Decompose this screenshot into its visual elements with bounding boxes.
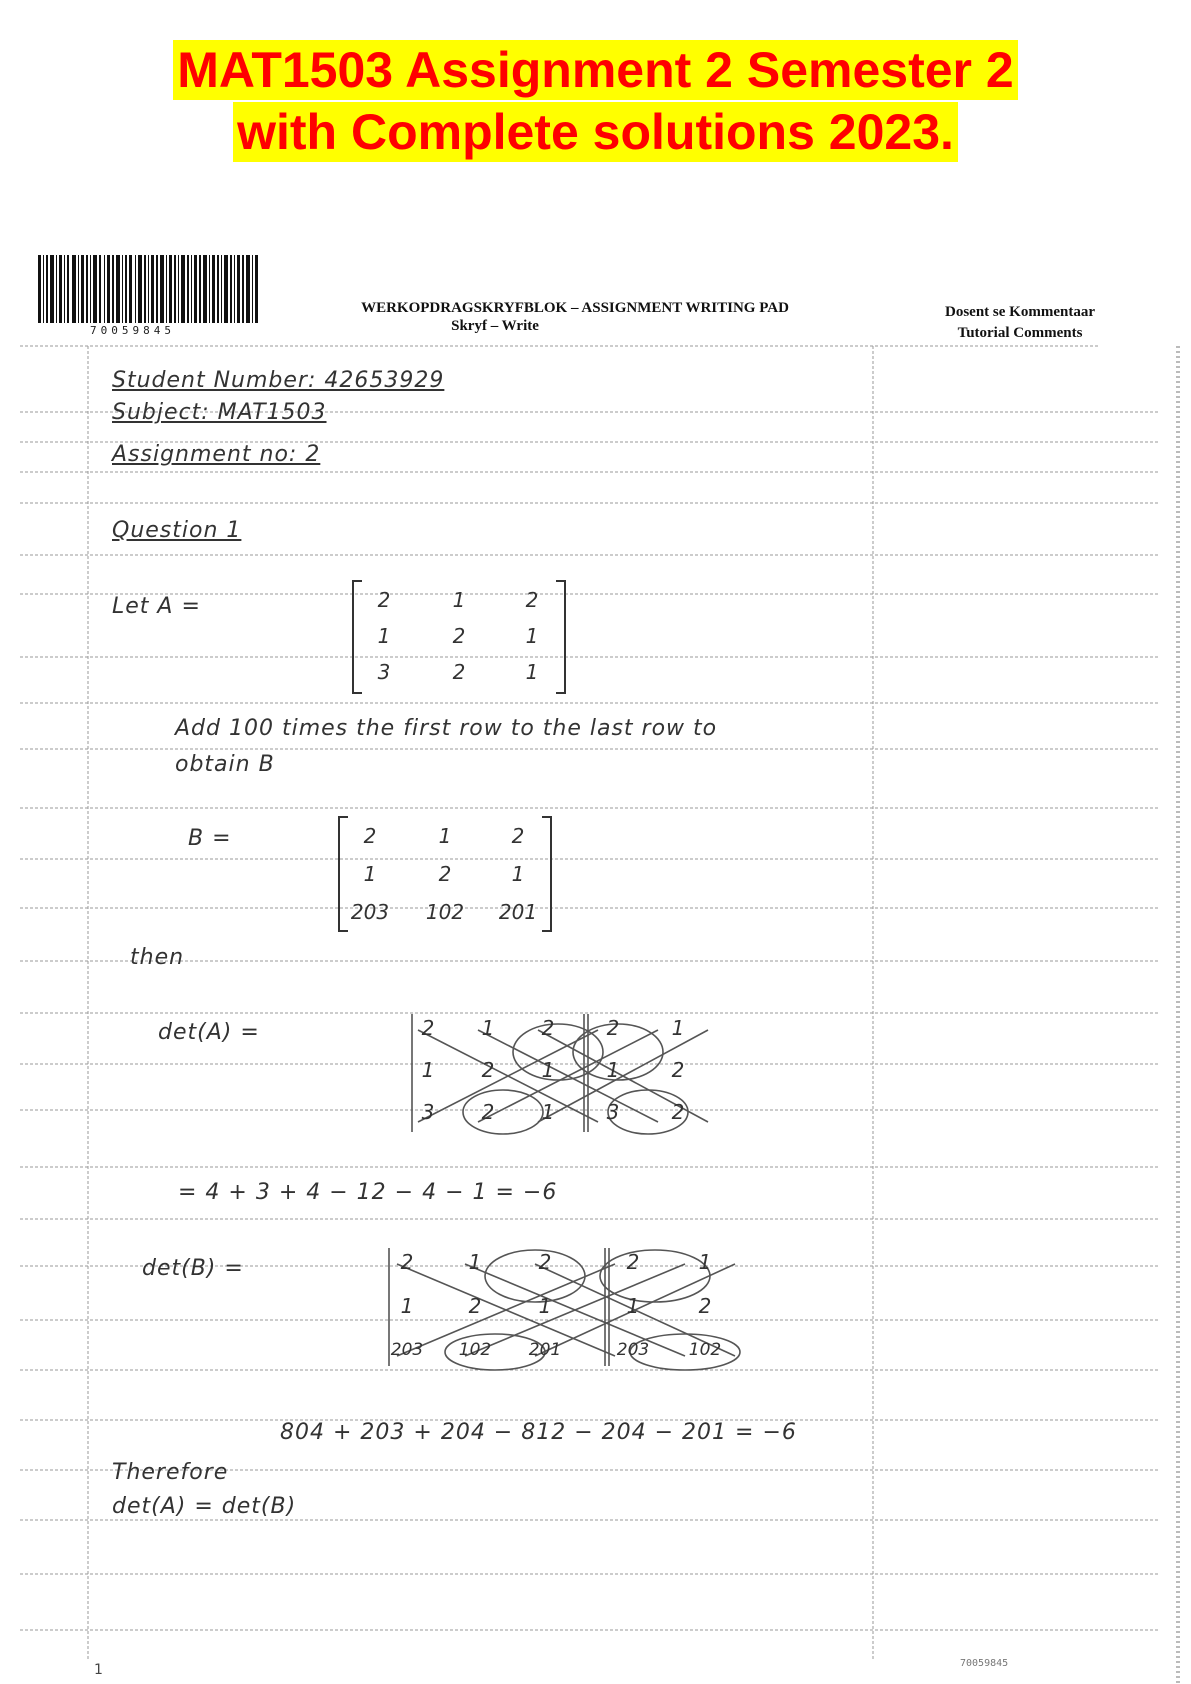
assignment-no-line: Assignment no: 2: [112, 442, 321, 467]
footer-code: 70059845: [960, 1658, 1009, 1669]
barcode-number: 70059845: [90, 324, 175, 337]
sarrus-a-cell: 1: [481, 1016, 495, 1040]
matrix-b-cell: 1: [438, 824, 452, 848]
title-line-2: with Complete solutions 2023.: [233, 102, 958, 162]
matrix-b-cell: 102: [425, 900, 465, 924]
det-b-label: det(B) =: [142, 1256, 244, 1281]
matrix-a-cell: 1: [525, 624, 539, 648]
sarrus-b-cell: 1: [626, 1294, 640, 1318]
therefore-label: Therefore: [112, 1460, 229, 1485]
sarrus-a-cell: 2: [671, 1058, 685, 1082]
matrix-a: [352, 582, 566, 692]
det-b-result: 804 + 203 + 204 − 812 − 204 − 201 = −6: [280, 1420, 797, 1445]
sarrus-a-cell: 1: [541, 1058, 555, 1082]
sarrus-a-cell: 2: [541, 1016, 555, 1040]
sarrus-a-cell: 1: [541, 1100, 555, 1124]
tutorial-comments-heading: [900, 302, 1140, 344]
sarrus-a-cell: 1: [421, 1058, 435, 1082]
sarrus-b-cell: 2: [468, 1294, 482, 1318]
sarrus-b-cell: 2: [400, 1250, 414, 1274]
sarrus-a-cell: 3: [421, 1100, 435, 1124]
sarrus-a-cell: 1: [606, 1058, 620, 1082]
sarrus-b-cell: 2: [626, 1250, 640, 1274]
sarrus-diagram-a: [408, 1012, 718, 1137]
det-a-label: det(A) =: [158, 1020, 260, 1045]
comments-heading-english: Tutorial Comments: [957, 325, 1083, 341]
sarrus-a-cell: 2: [606, 1016, 620, 1040]
sarrus-diagram-b: [385, 1246, 745, 1371]
sarrus-a-cell: 2: [421, 1016, 435, 1040]
matrix-b-cell: 2: [511, 824, 525, 848]
matrix-b-cell: 1: [511, 862, 525, 886]
pad-subheading: Skryf – Write: [451, 318, 539, 334]
matrix-a-cell: 3: [377, 660, 391, 684]
sarrus-b-cell: 203: [616, 1340, 650, 1360]
b-eq-label: B =: [188, 826, 232, 851]
barcode-image: [38, 255, 260, 327]
matrix-a-cell: 2: [525, 588, 539, 612]
matrix-b-cell: 2: [363, 824, 377, 848]
sarrus-b-cell: 203: [390, 1340, 424, 1360]
sarrus-b-cell: 1: [468, 1250, 482, 1274]
conclusion-line: det(A) = det(B): [112, 1494, 297, 1519]
title-line-1: MAT1503 Assignment 2 Semester 2: [173, 40, 1017, 100]
sarrus-a-cell: 2: [481, 1100, 495, 1124]
sarrus-a-cell: 3: [606, 1100, 620, 1124]
then-label: then: [130, 945, 185, 970]
matrix-b: [338, 818, 552, 930]
sarrus-b-cell: 2: [698, 1294, 712, 1318]
sarrus-b-cell: 1: [698, 1250, 712, 1274]
sarrus-b-cell: 102: [458, 1340, 492, 1360]
matrix-a-cell: 1: [525, 660, 539, 684]
student-number-line: Student Number: 42653929: [112, 368, 445, 393]
sarrus-b-cell: 1: [400, 1294, 414, 1318]
subject-line: Subject: MAT1503: [112, 400, 327, 425]
let-a-label: Let A =: [112, 594, 201, 619]
matrix-b-cell: 201: [498, 900, 538, 924]
sarrus-a-cell: 2: [671, 1100, 685, 1124]
matrix-a-cell: 1: [377, 624, 391, 648]
sarrus-b-cell: 1: [538, 1294, 552, 1318]
matrix-a-cell: 2: [377, 588, 391, 612]
matrix-a-cell: 2: [452, 624, 466, 648]
matrix-b-cell: 1: [363, 862, 377, 886]
sarrus-b-cell: 201: [528, 1340, 562, 1360]
sarrus-b-cell: 2: [538, 1250, 552, 1274]
sarrus-a-cell: 2: [481, 1058, 495, 1082]
matrix-b-cell: 203: [350, 900, 390, 924]
sarrus-a-cell: 1: [671, 1016, 685, 1040]
instruction-line-1: Add 100 times the first row to the last row to: [175, 716, 718, 741]
pad-heading: WERKOPDRAGSKRYFBLOK – ASSIGNMENT WRITING PAD: [361, 300, 789, 316]
sarrus-b-cell: 102: [688, 1340, 722, 1360]
instruction-line-2: obtain B: [175, 752, 275, 777]
page-number: 1: [94, 1662, 103, 1678]
matrix-b-cell: 2: [438, 862, 452, 886]
det-a-result: = 4 + 3 + 4 − 12 − 4 − 1 = −6: [178, 1180, 558, 1205]
matrix-a-cell: 1: [452, 588, 466, 612]
comments-heading-afrikaans: Dosent se Kommentaar: [945, 304, 1095, 320]
matrix-a-cell: 2: [452, 660, 466, 684]
question-heading: Question 1: [112, 518, 242, 543]
